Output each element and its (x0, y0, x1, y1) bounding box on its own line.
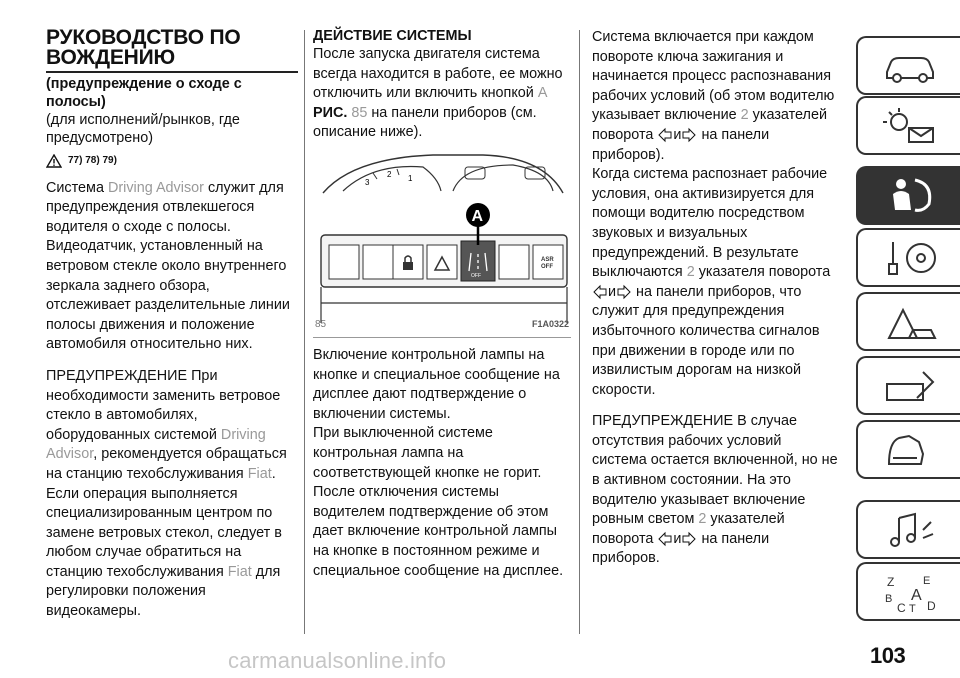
dashboard-illustration (313, 153, 571, 323)
turn-left-indicator-icon (657, 127, 673, 143)
tab-multimedia[interactable] (856, 500, 960, 559)
svg-text:3: 3 (365, 177, 370, 187)
recognition-paragraph: Когда система распознает рабочие условия, она активизируется для помощи водителю посредством звуковых и визуальных предупреждений. В результате выключаются 2 указателя поворота и на панели приборов, что служит для предупреждения избыточного количества сигналов при движении в городе или по извилистым дорогам на низкой скорости. (592, 166, 831, 398)
section-title: РУКОВОДСТВО ПО ВОЖДЕНИЮ (46, 26, 241, 69)
car-icon (879, 44, 941, 88)
activation-paragraph: Включение контрольной лампы на кнопке и специальное сообщение на дисплее дают подтверждение о включении системы. (313, 346, 560, 422)
watermark: carmanualsonline.info (228, 648, 447, 673)
caution-reference (46, 151, 298, 171)
off-paragraph: При выключенной системе контрольная лампа на соответствующей кнопке не горит. (313, 425, 542, 481)
svg-text:T: T (909, 602, 916, 614)
svg-text:Z: Z (887, 574, 895, 589)
svg-text:B: B (885, 592, 893, 605)
warning-lights-icon (879, 104, 941, 148)
figure-code: F1A0322 (531, 319, 569, 330)
tab-technical-data[interactable] (856, 420, 960, 479)
media-icon (879, 508, 941, 552)
service-icon (879, 364, 941, 408)
tab-starting-driving[interactable] (856, 228, 960, 287)
tab-safety[interactable] (856, 166, 960, 225)
index-icon (879, 570, 941, 614)
svg-text:ASR: ASR (541, 256, 554, 263)
svg-text:A: A (911, 586, 922, 604)
tab-car-overview[interactable] (856, 36, 960, 95)
intro-paragraph: Система Driving Advisor служит для предупреждения отвлекшегося водителя о сходе с полосы. Видеодатчик, установленный на ветровом стекле около внутреннего зеркала заднего обзора, отслеживает разделительные линии полосы движения и положение автомобиля относительно них. (46, 179, 290, 353)
svg-text:OFF: OFF (541, 263, 553, 270)
no-conditions-warning-paragraph: ПРЕДУПРЕЖДЕНИЕ В случае отсутствия рабочих условий система остается включенной, но не в активном состоянии. На это водителю указывает включение ровным светом 2 указателей поворота и на панели приборов. (592, 413, 838, 567)
turn-right-indicator-icon (616, 284, 632, 300)
svg-text:C: C (897, 600, 906, 614)
svg-text:2: 2 (387, 169, 392, 179)
breakdown-icon (879, 300, 941, 344)
page-number: 103 (870, 643, 906, 668)
column-divider (304, 30, 305, 634)
turn-left-indicator-icon (657, 531, 673, 547)
svg-text:E: E (923, 574, 931, 587)
turn-right-indicator-icon (681, 127, 697, 143)
tab-index[interactable] (856, 562, 960, 621)
tab-emergency[interactable] (856, 292, 960, 351)
specs-icon (879, 428, 941, 472)
column-divider (579, 30, 580, 634)
title-rule (46, 71, 298, 73)
operation-heading: ДЕЙСТВИЕ СИСТЕМЫ (313, 28, 472, 44)
tab-maintenance[interactable] (856, 356, 960, 415)
deactivation-paragraph: После отключения системы водителем подтверждение об этом дает включение контрольной лампы на кнопке в постоянном режиме и специальное сообщение на дисплее. (313, 484, 564, 579)
operation-paragraph: После запуска двигателя система всегда находится в работе, ее можно отключить или включить кнопкой A РИС. 85 на панели приборов (см. описание ниже). (313, 46, 563, 141)
chapter-tabs (856, 0, 960, 678)
section-availability-note: (для исполнений/рынков, где предусмотрено) (46, 112, 240, 146)
windshield-warning-paragraph: ПРЕДУПРЕЖДЕНИЕ При необходимости заменить ветровое стекло в автомобилях, оборудованных системой Driving Advisor, рекомендуется обращаться на станцию техобслуживания Fiat. Если операция выполняется специализированным центром по замене ветровых стекол, следует в любом случае обратиться на станцию техобслуживания Fiat для регулировки положения видеокамеры. (46, 367, 287, 620)
caution-refs: 77) 78) 79) (68, 155, 117, 166)
column-middle (313, 28, 571, 581)
section-subtitle: (предупреждение о сходе с полосы) (46, 76, 242, 110)
column-left (46, 28, 298, 622)
svg-text:OFF: OFF (471, 272, 481, 279)
warning-triangle-icon (46, 154, 62, 168)
turn-left-indicator-icon (592, 284, 608, 300)
dashboard-figure (313, 153, 571, 338)
startup-paragraph: Система включается при каждом повороте ключа зажигания и начинается процесс распознавания рабочих условий (об этом водителю указывает включение 2 указателей поворота и на панели приборов). (592, 29, 835, 163)
airbag-icon (879, 174, 941, 218)
figure-number: 85 (315, 319, 327, 331)
column-right (592, 28, 840, 569)
svg-text:1: 1 (408, 173, 413, 183)
turn-right-indicator-icon (681, 531, 697, 547)
svg-text:D: D (927, 598, 936, 613)
callout-label: A (471, 207, 484, 225)
key-steering-icon (879, 236, 941, 280)
tab-warning-lights[interactable] (856, 96, 960, 155)
